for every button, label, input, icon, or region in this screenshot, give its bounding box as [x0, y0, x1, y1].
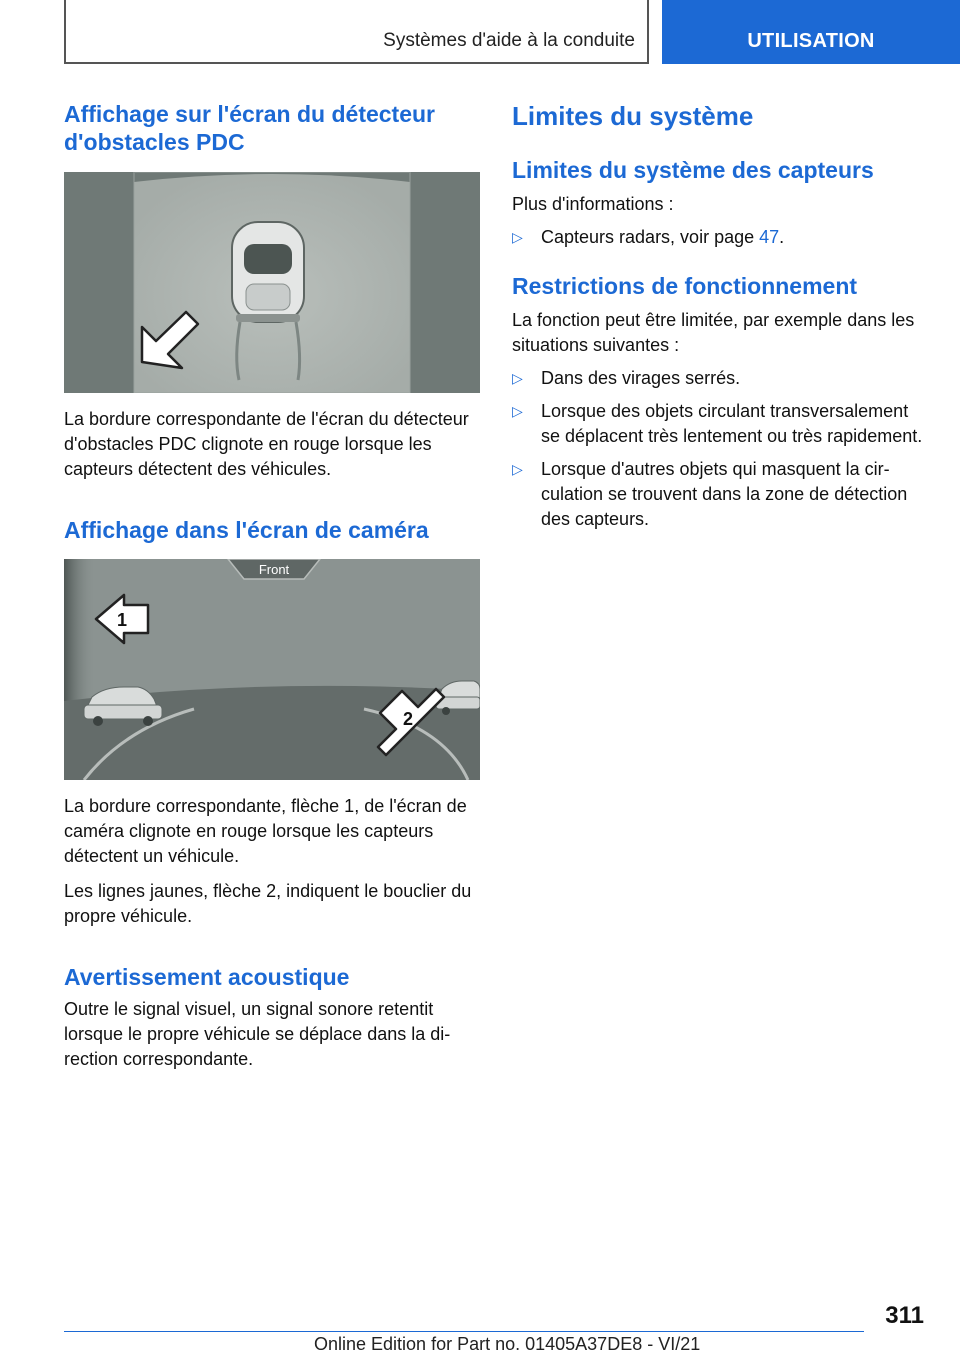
camera-display-figure	[64, 559, 480, 780]
list-item	[512, 225, 928, 250]
triangle-bullet-icon: ▷	[512, 403, 523, 419]
triangle-bullet-icon: ▷	[512, 229, 523, 245]
sensor-limits-list	[512, 225, 928, 250]
list-item-tail: .	[779, 227, 785, 247]
header-chapter-title: UTILISATION	[747, 30, 875, 52]
heading-function-restrictions: Restrictions de fonctionnement	[512, 273, 858, 299]
pdc-illustration	[64, 172, 480, 393]
heading-acoustic-warning: Avertissement acoustique	[64, 964, 350, 990]
restrictions-list	[512, 366, 928, 532]
car-top-view	[232, 222, 304, 322]
callout-1: 1	[116, 610, 128, 630]
front-label: Front	[258, 562, 290, 577]
paragraph-camera-arrow1: La bordure correspondante, flèche 1, de l'écran de caméra clignote en rouge lorsque les capteurs détectent un véhicule.	[64, 796, 467, 866]
heading-sensor-limits: Limites du système des capteurs	[512, 157, 874, 183]
list-item	[512, 457, 928, 532]
page-number: 311	[885, 1302, 924, 1329]
left-column	[64, 100, 480, 1072]
paragraph-restrictions: La fonction peut être limitée, par exemple dans les situations suivantes :	[512, 310, 915, 355]
heading-camera-display: Affichage dans l'écran de caméra	[64, 517, 429, 543]
page-link-47[interactable]: 47	[759, 227, 780, 247]
header-chapter-tab	[662, 0, 960, 64]
header-section-tab	[64, 0, 649, 64]
list-item-text: Dans des virages serrés.	[541, 368, 741, 388]
list-item	[512, 399, 928, 449]
paragraph-more-info: Plus d'informations :	[512, 194, 674, 214]
paragraph-acoustic: Outre le signal visuel, un signal sonore retentit lorsque le propre véhicule se déplace dans la direction correspondante.	[64, 999, 451, 1069]
list-item-text: Lorsque des objets circulant transversalement se déplacent très lentement ou très rapidement.	[541, 401, 923, 446]
triangle-bullet-icon: ▷	[512, 461, 523, 477]
pdc-display-figure	[64, 172, 480, 393]
callout-2: 2	[402, 709, 414, 729]
triangle-bullet-icon: ▷	[512, 370, 523, 386]
footer-edition: Online Edition for Part no. 01405A37DE8 - VI/21	[314, 1334, 701, 1354]
heading-pdc-display: Affichage sur l'écran du détecteur d'obstacles PDC	[64, 101, 436, 155]
header-section-title: Systèmes d'aide à la conduite	[383, 30, 635, 51]
camera-illustration	[64, 559, 480, 780]
list-item	[512, 366, 928, 391]
footer-divider	[64, 1331, 864, 1332]
right-column	[512, 100, 928, 540]
list-item-text: Lorsque d'autres objets qui masquent la circulation se trouvent dans la zone de détection des capteurs.	[541, 459, 908, 529]
paragraph-camera-arrow2: Les lignes jaunes, flèche 2, indiquent le bouclier du propre véhicule.	[64, 881, 472, 926]
heading-system-limits: Limites du système	[512, 101, 754, 131]
list-item-text: Capteurs radars, voir page	[541, 227, 760, 247]
paragraph-pdc: La bordure correspondante de l'écran du détecteur d'obstacles PDC clignote en rouge lorsque les capteurs détectent des véhicules.	[64, 409, 469, 479]
